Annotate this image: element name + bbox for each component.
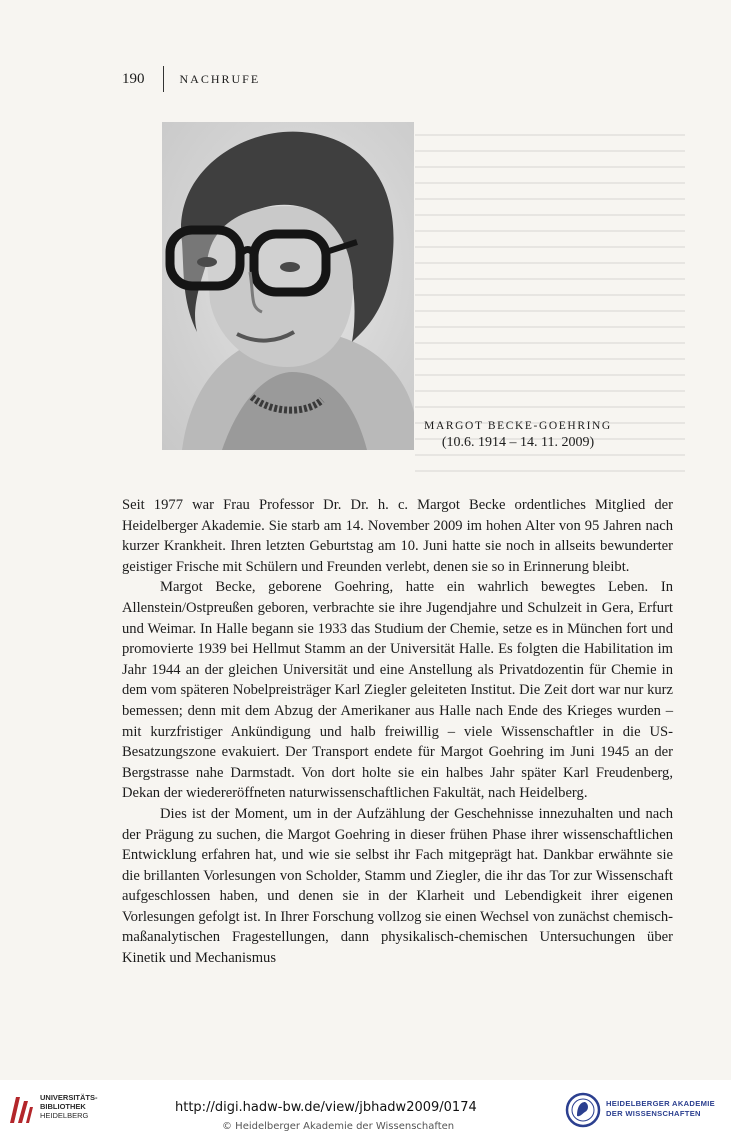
portrait-caption	[418, 420, 618, 451]
caption-dates: (10.6. 1914 – 14. 11. 2009)	[441, 435, 595, 450]
caption-name: MARGOT BECKE-GOEHRING	[424, 420, 612, 432]
header-divider	[163, 66, 164, 92]
running-head	[122, 68, 260, 90]
copyright-notice: © Heidelberger Akademie der Wissenschaften	[222, 1121, 455, 1132]
page-number: 190	[122, 70, 145, 87]
portrait-photo	[162, 122, 414, 450]
university-library-logo[interactable]	[8, 1093, 34, 1125]
obituary-body	[122, 495, 673, 969]
academy-name: HEIDELBERGER AKADEMIE DER WISSENSCHAFTEN	[606, 1099, 715, 1118]
digitization-footer	[0, 1085, 731, 1142]
university-library-name: UNIVERSITÄTS- BIBLIOTHEK HEIDELBERG	[40, 1093, 98, 1120]
paragraph-1: Seit 1977 war Frau Professor Dr. Dr. h. c. Margot Becke ordentliches Mitglied der Heidelberger Akademie. Sie starb am 14. November 2009 im hohen Alter von 95 Jahren nach kurzer Krankheit. Ihren letzten Geburtstag am 10. Juni hatte sie noch in allseits bewunderter geistiger Frische mit Schülern und Freunden verlebt, denen sie so in Erinnerung bleibt.	[122, 497, 673, 575]
paragraph-3: Dies ist der Moment, um in der Aufzählung der Geschehnisse innezuhalten und nach der Prägung zu suchen, die Margot Goehring in dieser frühen Phase ihrer wissenschaftlichen Entwicklung erfahren hat, und wie sie selbst ihr Fach mitgeprägt hat. Dankbar erwähnte sie die brillanten Vorlesungen von Scholder, Stamm und Ziegler, die ihr das Tor zur Wissenschaft aufgeschlossen haben, und denen sie in der Klarheit und Lebendigkeit ihrer eigenen Vorlesungen gefolgt ist. In Ihrer Forschung vollzog sie einen Wechsel von zunächst chemisch-maßanalytischen Fragestellungen, dann physikalisch-chemischen Untersuchungen über Kinetik und Mechanismus	[122, 805, 673, 967]
paragraph-2: Margot Becke, geborene Goehring, hatte ein wahrlich bewegtes Leben. In Allenstein/Ostpreußen geboren, verbrachte sie ihre Jugendjahre und Schulzeit in Gera, Erfurt und Weimar. In Halle begann sie 1933 das Studium der Chemie, setze es in München fort und promovierte 1939 bei Hellmut Stamm an der Universität Halle. Es folgten die Habilitation im Jahr 1944 an der gleichen Universität und eine Anstellung als Privatdozentin für Chemie in dem vom späteren Nobelpreisträger Karl Ziegler geleiteten Institut. Die Zeit dort war nur kurz bemessen; denn mit dem Abzug der Amerikaner aus Halle nach Ende des Krieges wurden – mit kurzfristiger Ankündigung und halb freiwillig – viele Wissenschaftler in die US-Besatzungszone evakuiert. Der Transport endete für Margot Goehring im Juni 1945 an der Bergstrasse nahe Darmstadt. Von dort holte sie ein halbes Jahr später Karl Freudenberg, Dekan der wiedereröffneten naturwissenschaftlichen Fakultät, nach Heidelberg.	[122, 579, 673, 802]
academy-seal-icon[interactable]	[565, 1092, 601, 1128]
section-title: NACHRUFE	[179, 71, 261, 86]
permalink-url[interactable]: http://digi.hadw-bw.de/view/jbhadw2009/0174	[175, 1100, 477, 1115]
